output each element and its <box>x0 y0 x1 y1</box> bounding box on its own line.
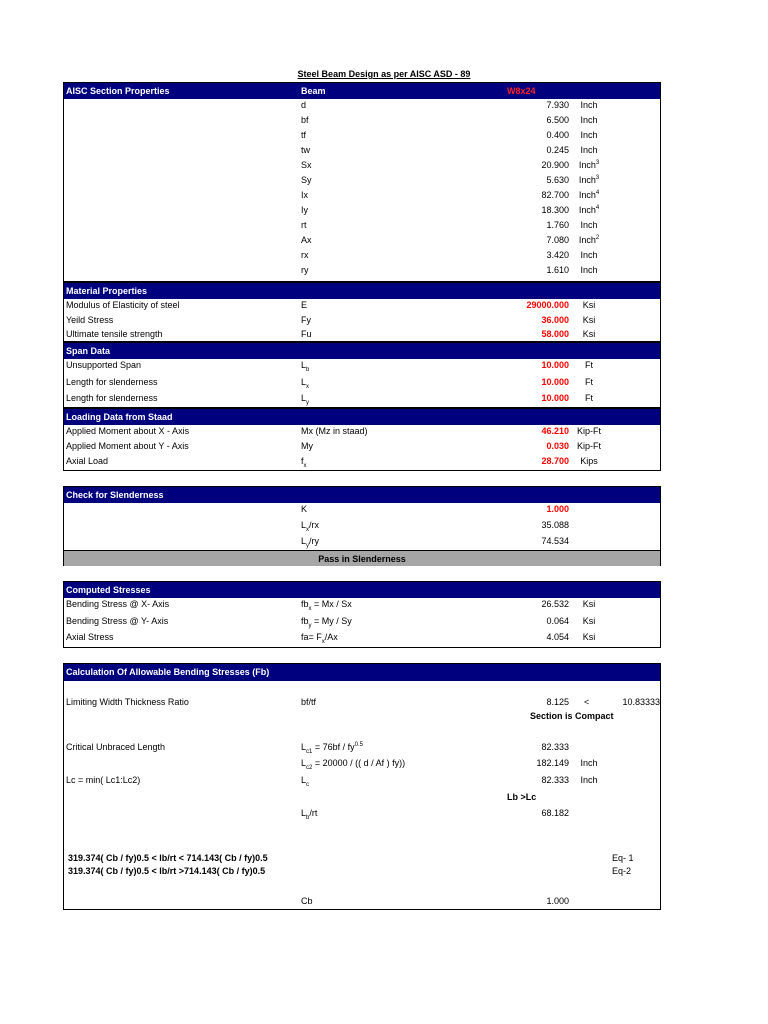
lc-value: 82.333 <box>541 775 569 785</box>
row-value: 1.760 <box>546 220 569 230</box>
symbol-text: Fu <box>301 329 312 339</box>
row-unit <box>574 190 604 200</box>
row-symbol <box>301 377 309 390</box>
row-symbol <box>301 100 306 110</box>
unit-text: Ksi <box>582 599 596 609</box>
lc1-exponent: 0.5 <box>354 742 363 748</box>
row-value: 36.000 <box>541 314 569 325</box>
row-unit <box>574 426 604 436</box>
symbol-text: Fy <box>301 314 311 325</box>
row-symbol <box>301 220 307 230</box>
lbrt-letter: L <box>301 808 307 818</box>
row-value: 0.064 <box>546 615 569 626</box>
span-data-table <box>63 342 661 408</box>
slenderness-header <box>64 487 660 503</box>
symbol-text: tf <box>301 130 307 140</box>
row-value: 5.630 <box>546 175 569 185</box>
symbol-text: E <box>301 300 308 310</box>
row-symbol <box>301 315 311 325</box>
cb-row <box>64 896 660 910</box>
lx-tail: /rx <box>309 520 320 530</box>
lwtr-operator: < <box>584 697 590 707</box>
row-label: Bending Stress @ Y- Axis <box>66 615 169 626</box>
row-label: Modulus of Elasticity of steel <box>66 300 180 310</box>
lb-lc-row <box>64 792 660 806</box>
lc2-unit: Inch <box>580 758 598 768</box>
row-value: 4.054 <box>546 632 569 642</box>
row-unit <box>574 329 604 339</box>
symbol-text: Sx <box>301 160 312 170</box>
row-label: Unsupported Span <box>66 360 142 370</box>
lx-letter: L <box>301 520 307 530</box>
row-label: Length for slenderness <box>66 376 158 387</box>
row-unit <box>574 456 604 466</box>
row-value: 1.610 <box>546 265 569 275</box>
table-row <box>64 632 660 646</box>
k-value: 1.000 <box>546 504 569 514</box>
unit-text: Ft <box>585 360 593 370</box>
unit-text: Inch <box>580 265 598 275</box>
compact-status: Section is Compact <box>530 711 614 721</box>
unit-exponent: 4 <box>595 190 600 196</box>
row-unit <box>574 315 604 325</box>
row-unit <box>574 599 604 609</box>
loading-data-header <box>64 409 660 425</box>
symbol-text: L <box>301 360 307 370</box>
table-row <box>64 205 660 219</box>
row-symbol <box>301 190 308 200</box>
row-value: 3.420 <box>546 250 569 260</box>
row-symbol <box>301 632 338 645</box>
cb-symbol: Cb <box>301 896 313 906</box>
row-unit <box>574 235 604 245</box>
eq1-row <box>64 853 660 867</box>
row-symbol <box>301 205 308 215</box>
page-title: Steel Beam Design as per AISC ASD - 89 <box>297 69 471 79</box>
span-data-header <box>64 343 660 359</box>
table-row <box>64 616 660 630</box>
lx-rx-value: 35.088 <box>541 520 569 530</box>
symbol-text: Iy <box>301 205 309 215</box>
symbol-text: d <box>301 100 307 110</box>
row-symbol <box>301 265 309 275</box>
table-row <box>64 220 660 234</box>
loading-data-table <box>63 408 661 471</box>
unit-exponent: 4 <box>595 205 600 211</box>
ly-ry-symbol <box>301 536 319 549</box>
row-unit <box>574 250 604 260</box>
symbol-text: rt <box>301 220 307 230</box>
row-label: Axial Stress <box>66 632 114 642</box>
symbol-text: Mx (Mz in staad) <box>301 426 368 436</box>
ly-tail: /ry <box>309 536 320 546</box>
table-row <box>64 160 660 174</box>
row-unit <box>574 100 604 110</box>
row-value: 6.500 <box>546 115 569 125</box>
row-label: Applied Moment about X - Axis <box>66 426 190 436</box>
beam-value: W8x24 <box>507 86 536 96</box>
lc1-subscript: c1 <box>306 748 313 755</box>
row-symbol <box>301 235 312 245</box>
symbol-subscript: y <box>306 399 310 406</box>
eq2-formula: 319.374( Cb / fy)0.5 < lb/rt >714.143( Cb / fy)0.5 <box>68 866 266 876</box>
lb-lc-condition: Lb >Lc <box>507 792 537 802</box>
row-unit <box>574 205 604 215</box>
unit-text: Inch <box>578 205 596 215</box>
row-symbol <box>301 300 307 310</box>
row-unit <box>574 160 604 170</box>
symbol-subscript: x <box>303 462 307 469</box>
symbol-text: fa= F <box>301 632 322 642</box>
unit-text: Inch <box>578 175 596 185</box>
critical-unbraced-label: Critical Unbraced Length <box>66 742 166 752</box>
table-row <box>64 250 660 264</box>
row-unit <box>574 130 604 140</box>
unit-text: Inch <box>580 145 598 155</box>
lbrt-tail: /rt <box>309 808 318 818</box>
unit-text: Inch <box>580 115 598 125</box>
eq2-row <box>64 866 660 880</box>
row-symbol <box>301 175 312 185</box>
row-value: 0.400 <box>546 130 569 140</box>
material-properties-table <box>63 282 661 342</box>
row-value: 28.700 <box>541 456 569 466</box>
unit-exponent: 3 <box>595 175 600 181</box>
eq1-formula: 319.374( Cb / fy)0.5 < lb/rt < 714.143( Cb / fy)0.5 <box>68 853 268 863</box>
row-value: 18.300 <box>541 205 569 215</box>
lc-unit: Inch <box>580 775 598 785</box>
table-row <box>64 599 660 613</box>
table-row <box>64 377 660 391</box>
lc2-value: 182.149 <box>536 758 569 768</box>
symbol-text: f <box>301 456 304 466</box>
unit-text: Inch <box>580 220 598 230</box>
lwtr-label: Limiting Width Thickness Ratio <box>66 697 189 707</box>
unit-text: Ksi <box>582 314 596 325</box>
symbol-text: ry <box>301 265 309 275</box>
section-properties-table <box>63 82 661 282</box>
lc-letter: L <box>301 775 307 785</box>
table-row <box>64 329 660 343</box>
row-unit <box>574 360 604 370</box>
slenderness-table <box>63 486 661 566</box>
unit-text: Inch <box>580 100 598 110</box>
symbol-text: L <box>301 393 307 403</box>
lc1-letter: L <box>301 742 307 752</box>
row-value: 20.900 <box>541 160 569 170</box>
unit-text: Kip-Ft <box>576 441 601 451</box>
allowable-bending-header <box>64 664 660 681</box>
row-label: Bending Stress @ X- Axis <box>66 599 170 609</box>
row-unit <box>574 632 604 642</box>
table-row <box>64 441 660 455</box>
unit-text: Kips <box>580 456 598 466</box>
row-value: 7.930 <box>546 100 569 110</box>
ly-letter: L <box>301 536 307 546</box>
eq2-tag: Eq-2 <box>612 866 632 876</box>
table-row <box>64 175 660 189</box>
row-symbol <box>301 393 309 406</box>
beam-label: Beam <box>301 86 326 96</box>
row-symbol <box>301 160 312 170</box>
lc1-row <box>64 742 660 756</box>
symbol-subscript: x <box>306 383 310 390</box>
ly-ry-row <box>64 536 660 550</box>
computed-stresses-header <box>64 582 660 598</box>
table-row <box>64 265 660 279</box>
unit-exponent: 3 <box>595 160 600 166</box>
row-value: 82.700 <box>541 190 569 200</box>
table-row <box>64 130 660 144</box>
symbol-text: Ix <box>301 190 309 200</box>
lc2-subscript: c2 <box>306 764 313 771</box>
symbol-subscript: x <box>308 605 312 612</box>
symbol-text: My <box>301 441 313 451</box>
loading-data-title: Loading Data from Staad <box>66 412 173 422</box>
row-symbol <box>301 115 309 125</box>
row-value: 29000.000 <box>526 300 569 310</box>
symbol-text: L <box>301 376 307 387</box>
material-properties-title: Material Properties <box>66 286 148 296</box>
slenderness-result: Pass in Slenderness <box>64 550 660 566</box>
symbol-subscript: x <box>321 638 325 645</box>
lc1-value: 82.333 <box>541 742 569 752</box>
row-unit <box>574 115 604 125</box>
unit-text: Inch <box>578 235 596 245</box>
row-label: Axial Load <box>66 456 109 466</box>
symbol-text: tw <box>301 145 310 155</box>
cb-value: 1.000 <box>546 896 569 906</box>
symbol-tail: = My / Sy <box>311 615 352 626</box>
lc2-row <box>64 758 660 772</box>
lwtr-symbol: bf/tf <box>301 697 317 707</box>
symbol-text: rx <box>301 250 309 260</box>
row-label: Length for slenderness <box>66 393 158 403</box>
row-unit <box>574 377 604 387</box>
eq1-tag: Eq- 1 <box>612 853 634 863</box>
lwtr-value: 8.125 <box>546 697 569 707</box>
symbol-text: Sy <box>301 175 312 185</box>
row-unit <box>574 616 604 626</box>
computed-stresses-table <box>63 581 661 648</box>
row-value: 0.030 <box>546 441 569 451</box>
row-unit <box>574 145 604 155</box>
lb-rt-row <box>64 808 660 822</box>
row-symbol <box>301 329 312 339</box>
row-value: 0.245 <box>546 145 569 155</box>
table-row <box>64 393 660 407</box>
lc-symbol <box>301 775 309 788</box>
section-properties-header <box>64 83 660 99</box>
symbol-text: fb <box>301 599 309 609</box>
ly-ry-value: 74.534 <box>541 536 569 546</box>
row-symbol <box>301 456 307 469</box>
row-symbol <box>301 599 352 612</box>
table-row <box>64 315 660 329</box>
row-unit <box>574 175 604 185</box>
row-label: Applied Moment about Y - Axis <box>66 441 189 451</box>
table-row <box>64 456 660 470</box>
row-value: 46.210 <box>541 426 569 436</box>
row-value: 10.000 <box>541 376 569 387</box>
row-unit <box>574 300 604 310</box>
row-unit <box>574 265 604 275</box>
unit-text: Ft <box>585 393 593 403</box>
symbol-subscript: y <box>308 622 312 629</box>
symbol-text: Ax <box>301 235 312 245</box>
row-label: Ultimate tensile strength <box>66 329 163 339</box>
lc1-tail: = 76bf / fy <box>312 742 355 752</box>
symbol-subscript: b <box>306 366 310 373</box>
row-value: 10.000 <box>541 360 569 370</box>
table-row <box>64 235 660 249</box>
lx-subscript: x <box>306 526 310 533</box>
span-data-title: Span Data <box>66 346 111 356</box>
k-symbol: K <box>301 504 308 514</box>
table-row <box>64 190 660 204</box>
k-row <box>64 504 660 518</box>
row-unit <box>574 441 604 451</box>
unit-text: Kip-Ft <box>576 426 601 436</box>
row-value: 58.000 <box>541 329 569 339</box>
row-symbol <box>301 145 310 155</box>
unit-text: Inch <box>580 250 598 260</box>
unit-text: Ksi <box>582 300 596 310</box>
symbol-tail: = Mx / Sx <box>311 599 352 609</box>
symbol-text: bf <box>301 115 309 125</box>
computed-stresses-title: Computed Stresses <box>66 585 151 595</box>
row-symbol <box>301 250 309 260</box>
row-value: 7.080 <box>546 235 569 245</box>
lc-row <box>64 775 660 789</box>
row-unit <box>574 393 604 403</box>
lwtr-row <box>64 697 660 711</box>
lc2-formula <box>301 758 405 771</box>
compact-row <box>64 711 660 725</box>
row-symbol <box>301 360 309 373</box>
unit-text: Ksi <box>582 329 596 339</box>
symbol-tail: /Ax <box>324 632 338 642</box>
slenderness-title: Check for Slenderness <box>66 490 164 500</box>
row-label: Yeild Stress <box>66 314 114 325</box>
unit-text: Inch <box>578 160 596 170</box>
row-symbol <box>301 130 306 140</box>
row-symbol <box>301 441 313 451</box>
ly-subscript: y <box>306 542 310 549</box>
lc-label: Lc = min( Lc1:Lc2) <box>66 775 141 785</box>
lx-rx-symbol <box>301 520 319 533</box>
allowable-bending-table <box>63 663 661 910</box>
row-value: 26.532 <box>541 599 569 609</box>
unit-text: Ksi <box>582 632 596 642</box>
unit-text: Inch <box>580 130 598 140</box>
unit-text: Inch <box>578 190 596 200</box>
table-row <box>64 300 660 314</box>
unit-exponent: 2 <box>595 235 600 241</box>
allowable-bending-title: Calculation Of Allowable Bending Stresses (Fb) <box>66 667 270 677</box>
section-properties-title: AISC Section Properties <box>66 86 170 96</box>
row-value: 10.000 <box>541 393 569 403</box>
lbrt-subscript: b <box>306 814 310 821</box>
symbol-text: fb <box>301 615 309 626</box>
table-row <box>64 145 660 159</box>
lb-rt-symbol <box>301 808 317 821</box>
table-row <box>64 115 660 129</box>
lc-subscript: c <box>306 781 310 788</box>
table-row <box>64 360 660 374</box>
table-row <box>64 100 660 114</box>
lb-rt-value: 68.182 <box>541 808 569 818</box>
table-row <box>64 426 660 440</box>
unit-text: Ft <box>585 376 593 387</box>
unit-text: Ksi <box>582 615 596 626</box>
row-unit <box>574 220 604 230</box>
material-properties-header <box>64 283 660 299</box>
lc2-tail: = 20000 / (( d / Af ) fy)) <box>312 758 406 768</box>
row-symbol <box>301 616 352 629</box>
lwtr-limit: 10.83333 <box>622 697 660 707</box>
lc1-formula <box>301 742 363 755</box>
row-symbol <box>301 426 368 436</box>
lx-rx-row <box>64 520 660 534</box>
lc2-letter: L <box>301 758 307 768</box>
